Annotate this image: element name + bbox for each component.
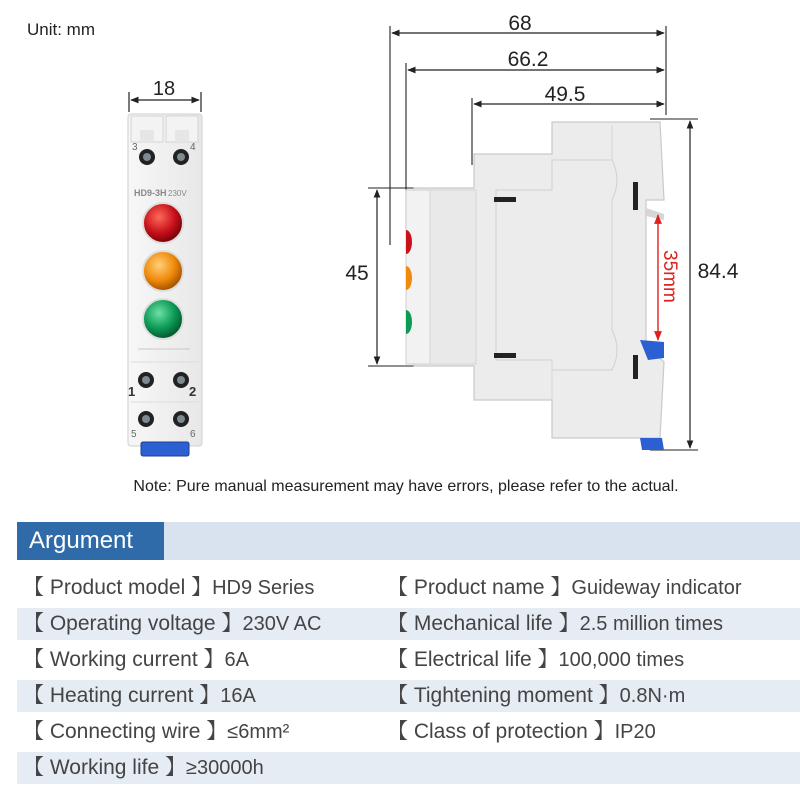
din-clip — [141, 442, 189, 456]
argument-key: 【 Mechanical life 】 — [387, 612, 580, 635]
argument-cell-left — [23, 644, 249, 676]
argument-value: IP20 — [614, 721, 656, 743]
argument-value: 16A — [220, 685, 256, 707]
model-label: HD9-3H — [134, 188, 167, 198]
argument-row — [17, 752, 800, 784]
terminal-3: 3 — [132, 142, 138, 153]
red-indicator-lamp — [143, 203, 183, 243]
argument-key: 【 Operating voltage 】 — [23, 612, 243, 635]
argument-cell-right — [387, 608, 723, 640]
argument-key: 【 Working current 】 — [23, 648, 225, 671]
argument-key: 【 Working life 】 — [23, 756, 186, 779]
argument-cell-right — [387, 644, 684, 676]
argument-cell-right — [387, 680, 685, 712]
argument-title: Argument — [17, 522, 164, 560]
terminal-6: 6 — [190, 429, 196, 440]
terminal-2: 2 — [189, 384, 197, 399]
argument-value: 230V AC — [242, 613, 322, 635]
argument-value: 100,000 times — [558, 649, 685, 671]
dim-height-front: 45 — [345, 262, 369, 285]
argument-value: 2.5 million times — [579, 613, 723, 635]
dim-depth-mid: 66.2 — [507, 48, 549, 71]
dim-height-total: 84.4 — [697, 260, 739, 283]
argument-key: 【 Electrical life 】 — [387, 648, 559, 671]
argument-value: Guideway indicator — [571, 577, 742, 599]
measurement-note: Note: Pure manual measurement may have errors, please refer to the actual. — [133, 478, 679, 495]
argument-key: 【 Product model 】 — [23, 576, 213, 599]
terminal-1: 1 — [128, 384, 136, 399]
argument-key: 【 Product name 】 — [387, 576, 572, 599]
argument-cell-right — [387, 572, 742, 604]
terminal-5: 5 — [131, 429, 137, 440]
argument-row — [17, 572, 800, 604]
side-view — [345, 12, 738, 450]
dim-width-front: 18 — [152, 78, 176, 100]
argument-value: ≤6mm² — [227, 721, 290, 743]
argument-key: 【 Heating current 】 — [23, 684, 221, 707]
argument-cell-left — [23, 680, 256, 712]
argument-row — [17, 680, 800, 712]
terminal-4: 4 — [190, 142, 196, 153]
argument-value: HD9 Series — [212, 577, 315, 599]
argument-cell-left — [23, 752, 264, 784]
argument-cell-left — [23, 716, 289, 748]
front-view — [128, 78, 202, 456]
argument-cell-right — [387, 716, 656, 748]
argument-value: ≥30000h — [186, 757, 264, 779]
argument-value: 6A — [224, 649, 249, 671]
argument-row — [17, 644, 800, 676]
argument-cell-left — [23, 608, 321, 640]
argument-key: 【 Connecting wire 】 — [23, 720, 228, 743]
dim-rail-width: 35mm — [659, 250, 680, 303]
argument-key: 【 Class of protection 】 — [387, 720, 615, 743]
dim-depth-body: 49.5 — [544, 83, 586, 106]
orange-indicator-lamp — [143, 251, 183, 291]
dim-overall-depth: 68 — [508, 12, 532, 35]
argument-key: 【 Tightening moment 】 — [387, 684, 620, 707]
voltage-label: 230V — [168, 189, 187, 198]
argument-row — [17, 608, 800, 640]
unit-label: Unit: mm — [27, 20, 95, 39]
green-indicator-lamp — [143, 299, 183, 339]
argument-cell-left — [23, 572, 314, 604]
argument-row — [17, 716, 800, 748]
argument-value: 0.8N·m — [619, 685, 686, 707]
